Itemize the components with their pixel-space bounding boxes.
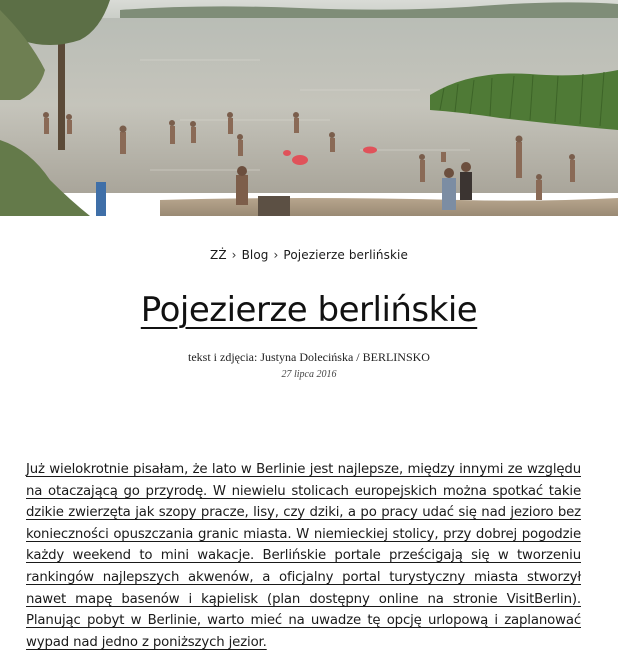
breadcrumb-current: Pojezierze berlińskie <box>283 248 408 262</box>
article-date: 27 lipca 2016 <box>281 369 337 380</box>
breadcrumb-separator-icon: › <box>231 248 237 262</box>
hero-image <box>0 0 618 216</box>
breadcrumb <box>0 248 618 262</box>
page-title <box>0 290 618 330</box>
page-title-link[interactable]: Pojezierze berlińskie <box>140 290 478 330</box>
breadcrumb-separator-icon: › <box>273 248 279 262</box>
article-byline: tekst i zdjęcia: Justyna Dolecińska / BERLINSKO <box>188 350 430 364</box>
article-body[interactable]: Już wielokrotnie pisałam, że lato w Berlinie jest najlepsze, między innymi ze względu na otaczającą go przyrodę. W niewielu stolicach europejskich można spotkać takie dzikie zwierzęta jak szopy pracze, lisy, czy dziki, a po pracy udać się nad jezioro bez konieczności opuszczania granic miasta. W niemieckiej stolicy, przy dobrej pogodzie każdy weekend to mini wakacje. Berlińskie portale prześcigają się w tworzeniu rankingów najlepszych akwenów, a oficjalny portal turystyczny miasta stworzył nawet mapę basenów i kąpielisk (plan dostępny online na stronie VisitBerlin). Planując pobyt w Berlinie, warto mieć na uwadze tę opcję urlopową i zaplanować wypad nad jedno z poniższych jezior. <box>26 462 581 650</box>
breadcrumb-blog-link[interactable]: Blog <box>241 248 269 262</box>
breadcrumb-home-link[interactable]: ZŻ <box>210 248 227 262</box>
